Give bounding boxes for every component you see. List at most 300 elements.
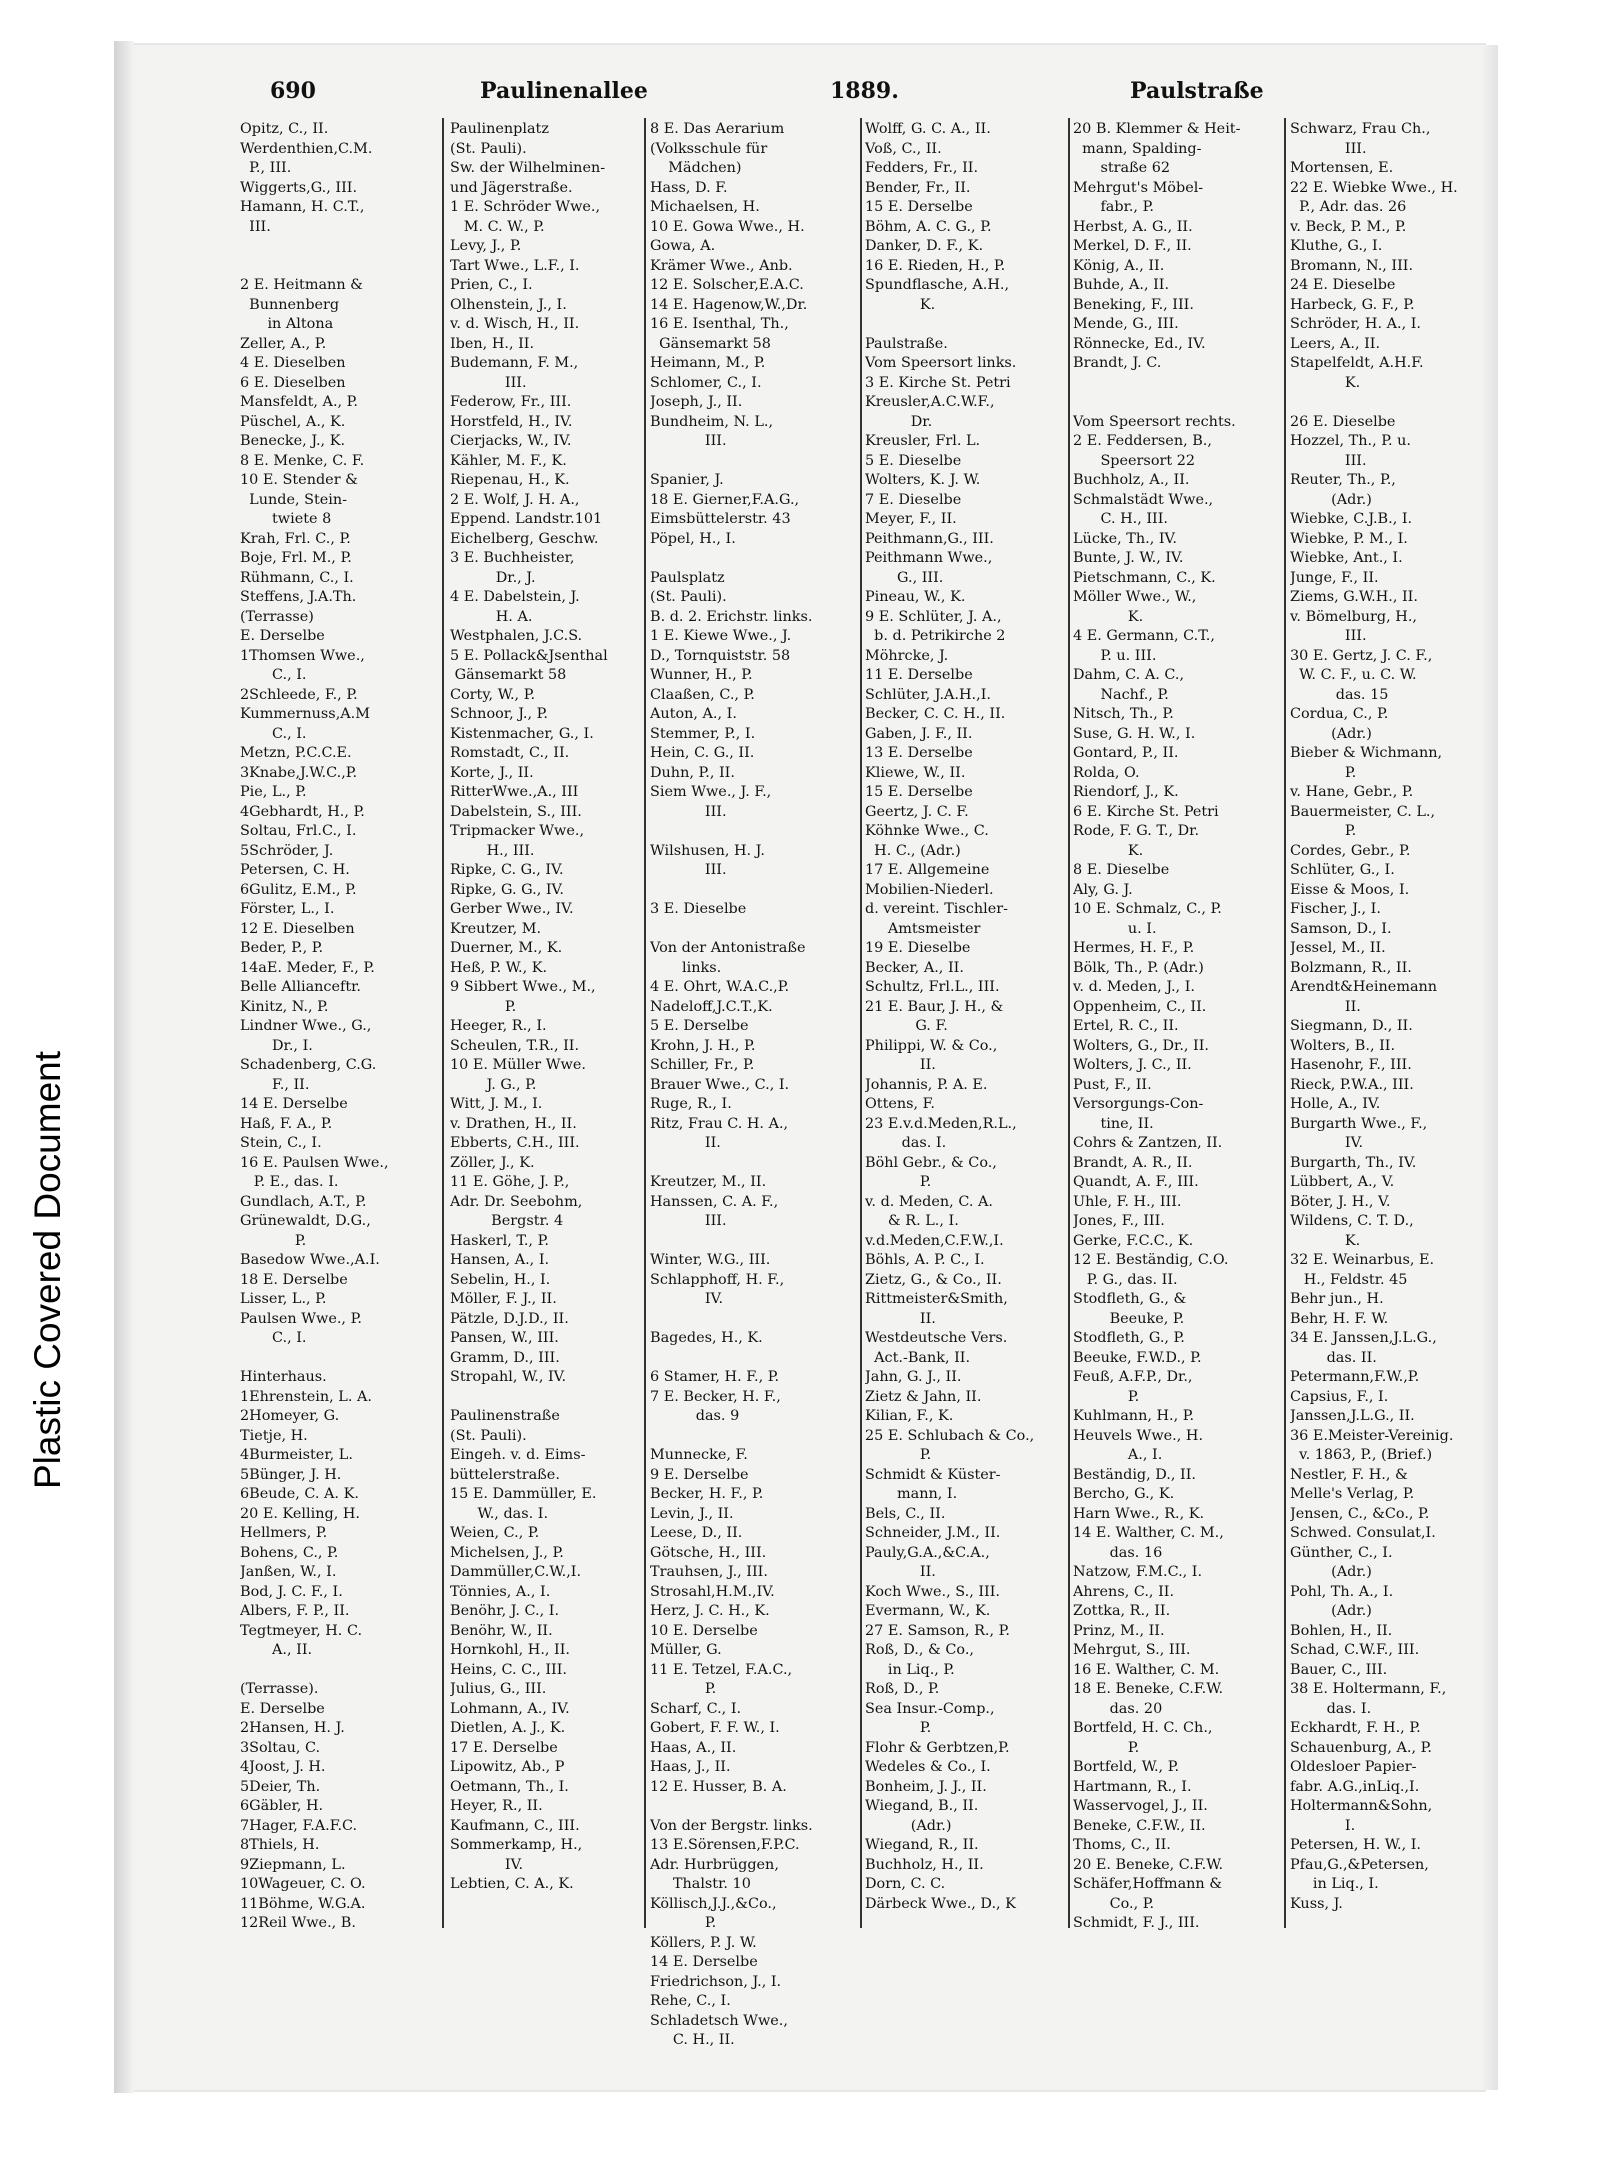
directory-line: Brandt, J. C.	[1073, 355, 1162, 371]
directory-line: links.	[650, 959, 722, 976]
directory-line: Voß, C., II.	[865, 140, 942, 157]
directory-line: 16 E. Walther, C. M.	[1073, 1661, 1220, 1678]
directory-line: Kreusler,A.C.W.F.,	[865, 394, 995, 410]
directory-line: III.	[240, 218, 271, 235]
directory-line: 14 E. Derselbe	[240, 1096, 348, 1112]
directory-line: P. E., das. I.	[240, 1174, 339, 1190]
directory-line: Heimann, M., P.	[650, 355, 766, 371]
directory-line: Paulsplatz	[650, 569, 725, 586]
directory-line: Stapelfeldt, A.H.F.	[1290, 355, 1424, 371]
directory-line: Uhle, F. H., III.	[1073, 1193, 1182, 1210]
directory-line: Metzn, P.C.C.E.	[240, 745, 352, 761]
directory-line: 16 E. Rieden, H., P.	[865, 257, 1006, 274]
directory-line: Haskerl, T., P.	[450, 1232, 549, 1249]
directory-line: Oetmann, Th., I.	[450, 1778, 569, 1795]
directory-line: v. Bömelburg, H.,	[1290, 608, 1417, 625]
directory-line: Cierjacks, W., IV.	[450, 433, 572, 449]
directory-line: 6 E. Dieselben	[240, 374, 346, 391]
directory-line: K.	[865, 296, 936, 313]
directory-line: Jessel, M., II.	[1290, 940, 1386, 956]
directory-line	[650, 1310, 862, 1330]
directory-line: Cordua, C., P.	[1290, 706, 1389, 722]
directory-line: 27 E. Samson, R., P.	[865, 1622, 1010, 1639]
directory-line: 12 E. Husser, B. A.	[650, 1778, 787, 1795]
directory-line: Hellmers, P.	[240, 1525, 328, 1541]
directory-line: Johannis, P. A. E.	[865, 1076, 988, 1093]
directory-line: Petersen, C. H.	[240, 862, 350, 878]
directory-line	[1290, 393, 1485, 413]
directory-line: Lindner Wwe., G.,	[240, 1018, 372, 1034]
directory-line: Möller Wwe., W.,	[1073, 589, 1197, 605]
directory-line: Tripmacker Wwe.,	[450, 823, 585, 839]
directory-line: Sw. der Wilhelminen-	[450, 160, 606, 176]
directory-line: 23 E.v.d.Meden,R.L.,	[865, 1115, 1017, 1132]
directory-line: 18 E. Derselbe	[240, 1271, 348, 1288]
directory-line: Strosahl,H.M.,IV.	[650, 1583, 775, 1600]
column-rule	[1284, 118, 1286, 1928]
directory-line: Pie, L., P.	[240, 784, 307, 800]
column-1	[240, 120, 448, 1934]
directory-line	[650, 549, 862, 569]
directory-line: Janssen,J.L.G., II.	[1290, 1408, 1415, 1424]
directory-line: Trauhsen, J., III.	[650, 1564, 768, 1580]
directory-line: P.	[1073, 1388, 1140, 1405]
directory-line: Levin, J., II.	[650, 1505, 734, 1522]
directory-line: Steffens, J.A.Th.	[240, 589, 357, 605]
header-right-title: Paulstraße	[1130, 78, 1264, 104]
directory-line: 6Gäbler, H.	[240, 1798, 324, 1814]
directory-line: Fedders, Fr., II.	[865, 160, 979, 176]
directory-line: C., I.	[240, 667, 307, 683]
directory-line: Cohrs & Zantzen, II.	[1073, 1135, 1223, 1151]
directory-line: in Altona	[240, 316, 334, 332]
directory-line: 3 E. Buchheister,	[450, 550, 575, 566]
directory-line: Schultz, Frl.L., III.	[865, 979, 1000, 995]
directory-line: II.	[865, 1310, 936, 1327]
directory-line: Rühmann, C., I.	[240, 569, 354, 586]
directory-line: Dabelstein, S., III.	[450, 803, 582, 820]
directory-line: v. 1863, P., (Brief.)	[1290, 1447, 1433, 1463]
directory-line: (Adr.)	[1290, 725, 1372, 742]
column-rule	[1068, 118, 1070, 1928]
directory-line: III.	[1290, 628, 1367, 644]
directory-line: Hass, D. F.	[650, 179, 728, 196]
directory-line: Lunde, Stein-	[240, 491, 348, 508]
directory-line: und Jägerstraße.	[450, 179, 573, 196]
directory-line: & R. L., I.	[865, 1213, 959, 1229]
directory-line: Stropahl, W., IV.	[450, 1369, 567, 1385]
directory-line: Bauer, C., III.	[1290, 1661, 1388, 1678]
directory-line: Wiegand, R., II.	[865, 1837, 979, 1853]
directory-line: Bonheim, J. J., II.	[865, 1778, 987, 1795]
directory-line: 22 E. Wiebke Wwe., H.	[1290, 179, 1458, 196]
directory-line: Adr. Hurbrüggen,	[650, 1856, 779, 1873]
directory-line: RitterWwe.,A., III	[450, 784, 579, 800]
directory-line: Duerner, M., K.	[450, 940, 563, 956]
directory-line: Zietz & Jahn, II.	[865, 1388, 982, 1405]
directory-line: v. Beck, P. M., P.	[1290, 218, 1407, 235]
directory-line: Aly, G. J.	[1073, 881, 1133, 898]
directory-line: Herbst, A. G., II.	[1073, 218, 1193, 235]
directory-line: B. d. 2. Erichstr. links.	[650, 608, 813, 625]
directory-line: Kluthe, G., I.	[1290, 238, 1383, 254]
directory-line: Feuß, A.F.P., Dr.,	[1073, 1369, 1193, 1385]
directory-line: A., I.	[1073, 1447, 1163, 1463]
directory-line: H. C., (Adr.)	[865, 842, 961, 859]
column-rule	[442, 118, 444, 1928]
directory-line: 32 E. Weinarbus, E.	[1290, 1252, 1435, 1268]
directory-line: Jahn, G. J., II.	[865, 1369, 962, 1385]
directory-line: Westphalen, J.C.S.	[450, 628, 583, 644]
directory-line: Junge, F., II.	[1290, 569, 1379, 586]
directory-line: Belle Allianceftr.	[240, 979, 361, 995]
directory-line: (Adr.)	[1290, 1564, 1372, 1580]
directory-line: 2Homeyer, G.	[240, 1408, 340, 1424]
directory-line: Eppend. Landstr.101	[450, 511, 603, 527]
directory-line: Bortfeld, H. C. Ch.,	[1073, 1720, 1213, 1736]
directory-line: Mehrgut's Möbel-	[1073, 179, 1204, 196]
directory-line: Von der Bergstr. links.	[650, 1817, 813, 1834]
directory-line: Claaßen, C., P.	[650, 686, 755, 703]
directory-line: IV.	[450, 1856, 524, 1873]
directory-line: Becker, A., II.	[865, 959, 964, 976]
directory-line: straße 62	[1073, 160, 1171, 176]
directory-line: Nestler, F. H., &	[1290, 1466, 1408, 1483]
directory-line: Nadeloff,J.C.T.,K.	[650, 998, 773, 1015]
directory-line: Beeuke, P.	[1073, 1310, 1185, 1327]
column-rule	[644, 118, 646, 1928]
directory-line: das. 16	[1073, 1544, 1163, 1561]
directory-line: Holtermann&Sohn,	[1290, 1798, 1433, 1814]
directory-line: Heyer, R., II.	[450, 1798, 543, 1814]
directory-line: Lebtien, C. A., K.	[450, 1876, 574, 1892]
directory-line: I.	[1290, 1817, 1356, 1834]
directory-line: Budemann, F. M.,	[450, 355, 579, 371]
directory-line: 8 E. Menke, C. F.	[240, 452, 365, 469]
directory-line: 30 E. Gertz, J. C. F.,	[1290, 647, 1433, 664]
directory-line: Pätzle, D.J.D., II.	[450, 1310, 569, 1327]
directory-line: Gänsemarkt 58	[650, 335, 771, 352]
directory-line: Wolters, G., Dr., II.	[1073, 1037, 1209, 1054]
directory-line: W. C. F., u. C. W.	[1290, 667, 1417, 683]
directory-line: Beneke, C.F.W., II.	[1073, 1817, 1206, 1834]
page-number: 690	[270, 78, 316, 104]
directory-line: G., III.	[865, 569, 944, 586]
directory-line: 1Thomsen Wwe.,	[240, 647, 365, 664]
directory-line: Schadenberg, C.G.	[240, 1057, 377, 1073]
directory-line: Capsius, F., I.	[1290, 1388, 1389, 1405]
directory-line: 5Bünger, J. H.	[240, 1466, 342, 1483]
directory-line: Jones, F., III.	[1073, 1213, 1165, 1229]
directory-line: Eingeh. v. d. Eims-	[450, 1447, 586, 1463]
directory-line: 10 E. Gowa Wwe., H.	[650, 218, 805, 235]
directory-line: das. I.	[865, 1135, 947, 1151]
directory-line: Michelsen, J., P.	[450, 1544, 564, 1561]
directory-line: Zietz, G., & Co., II.	[865, 1271, 1002, 1288]
directory-line: Tegtmeyer, H. C.	[240, 1622, 363, 1639]
directory-line: 9 Sibbert Wwe., M.,	[450, 979, 596, 995]
directory-line: Prinz, M., II.	[1073, 1622, 1165, 1639]
directory-line	[1073, 374, 1286, 394]
directory-line: 14 E. Walther, C. M.,	[1073, 1525, 1224, 1541]
directory-line: 5 E. Dieselbe	[865, 452, 962, 469]
directory-line: Von der Antonistraße	[650, 940, 806, 956]
directory-line: Sommerkamp, H.,	[450, 1837, 583, 1853]
directory-line: Mobilien-Niederl.	[865, 881, 994, 898]
directory-line: 6Gulitz, E.M., P.	[240, 881, 357, 898]
directory-line: 6 Stamer, H. F., P.	[650, 1369, 780, 1385]
column-rule	[860, 118, 862, 1928]
directory-line: das. 20	[1073, 1700, 1163, 1717]
directory-line: Dr., J.	[450, 569, 536, 586]
directory-line: Thalstr. 10	[650, 1876, 751, 1892]
directory-line: Ziems, G.W.H., II.	[1290, 589, 1418, 605]
directory-line: 26 E. Dieselbe	[1290, 413, 1396, 430]
directory-line: Westdeutsche Vers.	[865, 1330, 1008, 1346]
directory-line: Ertel, R. C., II.	[1073, 1018, 1179, 1034]
directory-line: Gowa, A.	[650, 238, 716, 254]
column-5	[1073, 120, 1286, 1934]
directory-line: Tietje, H.	[240, 1427, 308, 1444]
directory-line: 3Soltau, C.	[240, 1739, 321, 1756]
directory-line: 10Wageuer, C. O.	[240, 1876, 366, 1892]
directory-line: (Volksschule für	[650, 140, 768, 157]
directory-line: Ahrens, C., II.	[1073, 1583, 1175, 1600]
column-4	[865, 120, 1077, 1914]
directory-line: 8Thiels, H.	[240, 1837, 320, 1853]
directory-line: IV.	[1290, 1135, 1364, 1151]
directory-line: Ritz, Frau C. H. A.,	[650, 1115, 789, 1132]
directory-line: 17 E. Allgemeine	[865, 862, 990, 878]
directory-line: Wolff, G. C. A., II.	[865, 121, 991, 137]
directory-line: Götsche, H., III.	[650, 1544, 767, 1561]
directory-line: Pansen, W., III.	[450, 1330, 559, 1346]
directory-line: Köllisch,J.J.,&Co.,	[650, 1895, 777, 1912]
directory-line: C., I.	[240, 725, 307, 742]
directory-line: Schlapphoff, H. F.,	[650, 1271, 785, 1288]
directory-line: K.	[1073, 608, 1144, 625]
directory-line: P.	[1073, 1739, 1140, 1756]
directory-line: Pauly,G.A.,&C.A.,	[865, 1544, 990, 1561]
directory-line: 7 E. Dieselbe	[865, 491, 962, 508]
directory-line: Petersen, H. W., I.	[1290, 1837, 1422, 1853]
directory-line: P.	[650, 1681, 717, 1697]
directory-line: K.	[1073, 842, 1144, 859]
directory-line	[650, 1349, 862, 1369]
directory-line: Gramm, D., III.	[450, 1349, 560, 1366]
directory-line: W., das. I.	[450, 1505, 549, 1522]
directory-line: Pietschmann, C., K.	[1073, 569, 1216, 586]
directory-line: Buchholz, H., II.	[865, 1856, 984, 1873]
directory-line: Evermann, W., K.	[865, 1603, 991, 1619]
directory-line: II.	[865, 1057, 936, 1073]
directory-line: Lipowitz, Ab., P	[450, 1759, 565, 1775]
directory-line: C., I.	[240, 1330, 307, 1346]
directory-line: 10 E. Derselbe	[650, 1622, 758, 1639]
directory-line: Wolters, B., II.	[1290, 1037, 1396, 1054]
directory-line: Kreutzer, M.	[450, 920, 542, 937]
directory-line: K.	[1290, 374, 1361, 391]
directory-line: Zöller, J., K.	[450, 1154, 535, 1171]
directory-line: Burgarth, Th., IV.	[1290, 1154, 1417, 1171]
directory-line: Paulinenplatz	[450, 121, 549, 137]
directory-line: Riepenau, H., K.	[450, 472, 570, 488]
column-6	[1290, 120, 1485, 1914]
header-year: 1889.	[830, 78, 899, 104]
directory-line: Ebberts, C.H., III.	[450, 1135, 580, 1151]
directory-line: Levy, J., P.	[450, 238, 522, 254]
directory-line: Spanier, J.	[650, 472, 724, 488]
directory-line: 25 E. Schlubach & Co.,	[865, 1427, 1035, 1444]
directory-line: Behr, H. F. W.	[1290, 1310, 1389, 1327]
directory-line: 18 E. Gierner,F.A.G.,	[650, 491, 800, 508]
directory-line	[650, 920, 862, 940]
directory-line: Dietlen, A. J., K.	[450, 1720, 566, 1736]
directory-line: G. F.	[865, 1018, 948, 1034]
directory-line: Schad, C.W.F., III.	[1290, 1642, 1420, 1658]
directory-line: Schnoor, J., P.	[450, 706, 548, 722]
directory-line: Förster, L., I.	[240, 901, 335, 917]
directory-line: Roß, D., & Co.,	[865, 1642, 974, 1658]
directory-line: 5 E. Pollack&Jsenthal	[450, 647, 608, 664]
directory-line: III.	[450, 374, 527, 391]
directory-line: 21 E. Baur, J. H., &	[865, 998, 1004, 1015]
directory-line: 15 E. Derselbe	[865, 199, 973, 215]
directory-line: P.	[865, 1447, 932, 1463]
directory-line: Bercho, G., K.	[1073, 1486, 1175, 1502]
directory-line: Bohens, C., P.	[240, 1544, 339, 1561]
directory-line	[650, 1427, 862, 1447]
directory-line: E. Derselbe	[240, 628, 325, 644]
directory-line: 3Knabe,J.W.C.,P.	[240, 764, 358, 781]
directory-line: Horstfeld, H., IV.	[450, 413, 573, 430]
directory-line: Bieber & Wichmann,	[1290, 745, 1443, 761]
directory-line: Beständig, D., II.	[1073, 1466, 1196, 1483]
directory-line: Weien, C., P.	[450, 1525, 540, 1541]
directory-line: Brauer Wwe., C., I.	[650, 1076, 790, 1093]
directory-line: Benecke, J., K.	[240, 433, 346, 449]
directory-line: Melle's Verlag, P.	[1290, 1486, 1415, 1502]
directory-line: Becker, H. F., P.	[650, 1486, 764, 1502]
directory-line: 15 E. Derselbe	[865, 784, 973, 800]
directory-line: Auton, A., I.	[650, 706, 737, 722]
directory-line: 16 E. Paulsen Wwe.,	[240, 1154, 389, 1171]
directory-line: Eisse & Moos, I.	[1290, 881, 1410, 898]
directory-line: Leese, D., II.	[650, 1525, 743, 1541]
directory-line: Spundflasche, A.H.,	[865, 277, 1010, 293]
directory-line: Stein, C., I.	[240, 1135, 322, 1151]
directory-line: v. Drathen, H., II.	[450, 1115, 577, 1132]
directory-line: Hansen, A., I.	[450, 1252, 550, 1268]
directory-line: v. Hane, Gebr., P.	[1290, 784, 1414, 800]
directory-line	[240, 257, 448, 277]
directory-line: Kistenmacher, G., I.	[450, 725, 594, 742]
directory-line	[650, 1232, 862, 1252]
directory-line: Iben, H., II.	[450, 335, 535, 352]
directory-line: in Liq., P.	[865, 1661, 955, 1678]
directory-line: Bunte, J. W., IV.	[1073, 550, 1184, 566]
directory-line: Lisser, L., P.	[240, 1291, 327, 1307]
directory-line: 2Schleede, F., P.	[240, 686, 358, 703]
directory-line: 18 E. Beneke, C.F.W.	[1073, 1681, 1224, 1697]
directory-line: Schauenburg, A., P.	[1290, 1739, 1432, 1756]
directory-line: Stodfleth, G., &	[1073, 1291, 1187, 1307]
directory-line: Schiller, Fr., P.	[650, 1057, 755, 1073]
directory-line: Schmidt & Küster-	[865, 1466, 1001, 1483]
directory-line: Korte, J., II.	[450, 764, 534, 781]
directory-line: Vom Speersort links.	[865, 355, 1017, 371]
directory-line: Corty, W., P.	[450, 686, 536, 703]
directory-line: Bölk, Th., P. (Adr.)	[1073, 959, 1204, 976]
directory-line: Kaufmann, C., III.	[450, 1817, 580, 1834]
directory-line: tine, II.	[1073, 1115, 1154, 1132]
directory-line: Koch Wwe., S., III.	[865, 1583, 1000, 1600]
directory-line: Prien, C., I.	[450, 277, 533, 293]
directory-line: v. d. Wisch, H., II.	[450, 316, 580, 332]
directory-line: Schmidt, F. J., III.	[1073, 1915, 1200, 1931]
directory-line: III.	[650, 862, 727, 878]
directory-line: Dr., I.	[240, 1037, 313, 1054]
directory-line: Mansfeldt, A., P.	[240, 394, 359, 410]
directory-line: Benöhr, W., II.	[450, 1622, 553, 1639]
directory-line: D., Tornquiststr. 58	[650, 647, 791, 664]
directory-line: Paulinenstraße	[450, 1408, 560, 1424]
directory-line: Suse, G. H. W., I.	[1073, 725, 1196, 742]
column-2	[450, 120, 638, 1895]
directory-line: Haas, A., II.	[650, 1739, 737, 1756]
directory-line: Wedeles & Co., I.	[865, 1759, 991, 1775]
directory-line: P.	[650, 1915, 717, 1931]
directory-line: 1Ehrenstein, L. A.	[240, 1388, 372, 1405]
directory-line: P.	[865, 1720, 932, 1736]
directory-line: Krah, Frl. C., P.	[240, 530, 351, 547]
directory-line: Vom Speersort rechts.	[1073, 413, 1236, 430]
directory-line: Schlüter, J.A.H.,I.	[865, 686, 991, 703]
directory-line: Heins, C. C., III.	[450, 1661, 567, 1678]
directory-line: 9Ziepmann, L.	[240, 1856, 346, 1873]
directory-line: Witt, J. M., I.	[450, 1096, 543, 1112]
directory-line: 4 E. Dabelstein, J.	[450, 589, 580, 605]
directory-line: Schwarz, Frau Ch.,	[1290, 121, 1431, 137]
directory-line: 9 E. Derselbe	[650, 1466, 749, 1483]
directory-line: Hein, C. G., II.	[650, 745, 755, 761]
directory-line: 17 E. Derselbe	[450, 1739, 558, 1756]
directory-line: P. u. III.	[1073, 647, 1157, 664]
directory-line: Eimsbüttelerstr. 43	[650, 511, 791, 527]
directory-line: Benöhr, J. C., I.	[450, 1603, 560, 1619]
directory-line: 3 E. Kirche St. Petri	[865, 374, 1011, 391]
directory-line: Köhnke Wwe., C.	[865, 823, 989, 839]
directory-line: H., III.	[450, 842, 535, 859]
directory-line: 12 E. Solscher,E.A.C.	[650, 277, 804, 293]
directory-line: das. II.	[1290, 1349, 1377, 1366]
directory-line: Kreusler, Frl. L.	[865, 433, 981, 449]
directory-line: Möller, F. J., II.	[450, 1291, 557, 1307]
directory-line: Federow, Fr., III.	[450, 394, 572, 410]
directory-line: A., II.	[240, 1642, 313, 1658]
directory-line: Grünewaldt, D.G.,	[240, 1213, 371, 1229]
column-3	[650, 120, 862, 2051]
directory-line: Bender, Fr., II.	[865, 179, 971, 196]
directory-line: das. 9	[650, 1408, 740, 1424]
directory-line: Gobert, F. F. W., I.	[650, 1720, 780, 1736]
directory-line: Michaelsen, H.	[650, 199, 760, 215]
directory-line: (St. Pauli).	[650, 589, 727, 605]
directory-line: Stemmer, P., I.	[650, 725, 756, 742]
directory-line	[240, 1661, 448, 1681]
directory-line: H., Feldstr. 45	[1290, 1271, 1408, 1288]
directory-line: (St. Pauli).	[450, 1427, 527, 1444]
